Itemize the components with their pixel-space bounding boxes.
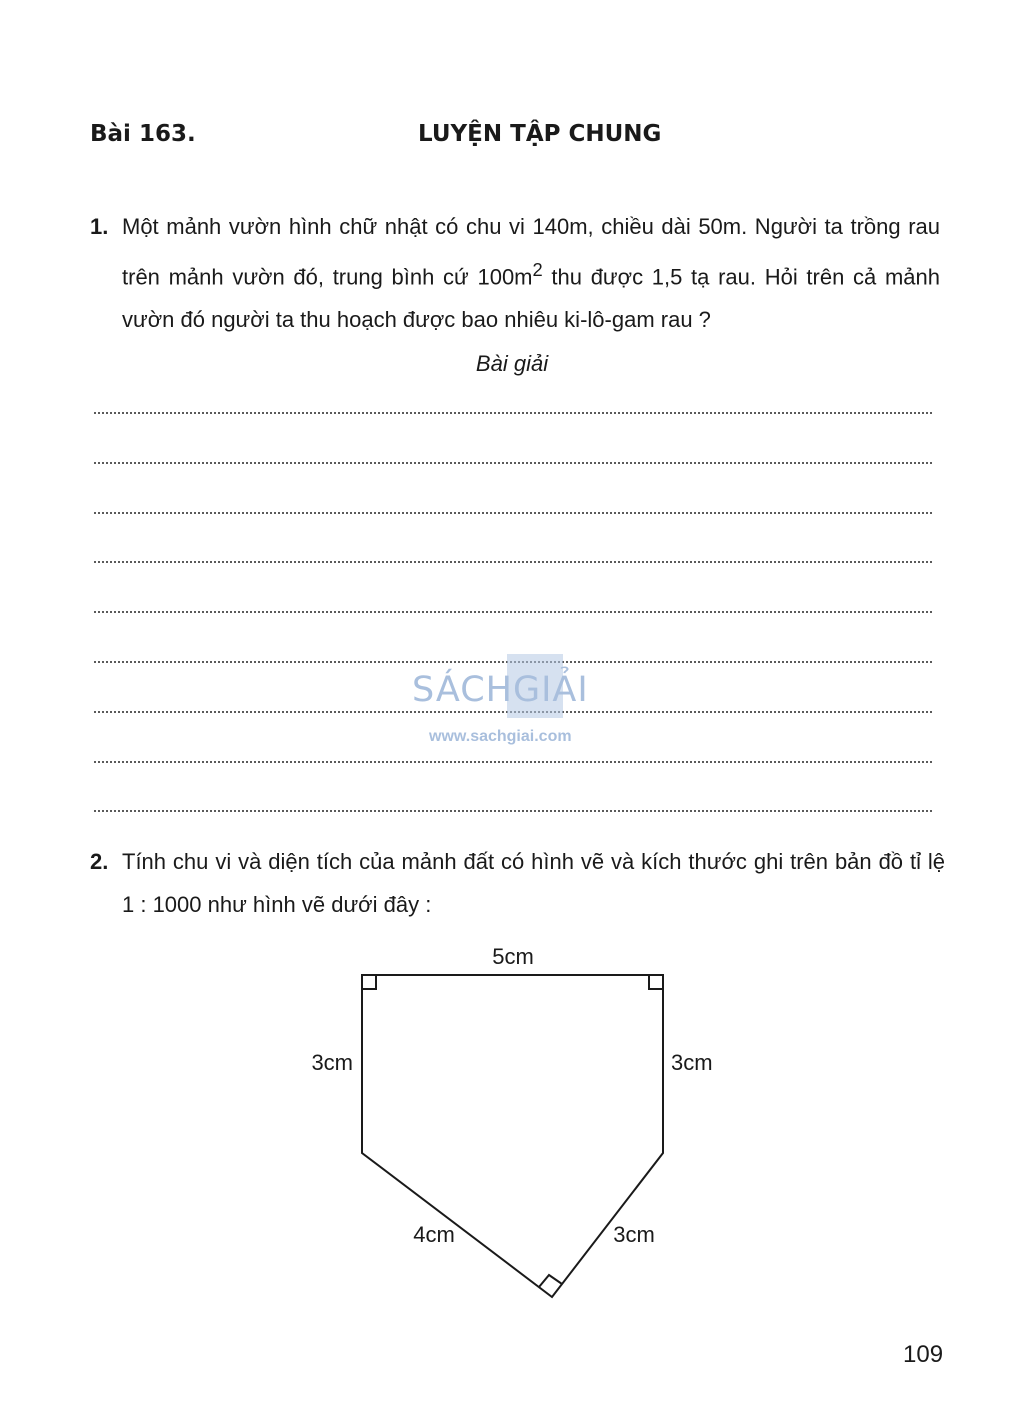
watermark-logo: [400, 650, 630, 750]
lesson-title: LUYỆN TẬP CHUNG: [418, 121, 662, 147]
pentagon-shape: [362, 975, 663, 1297]
answer-line: [94, 761, 932, 763]
right-angle-marker-bottom: [539, 1275, 562, 1287]
answer-line: [94, 462, 932, 464]
exercise-1-text: [122, 205, 940, 341]
answer-line: [94, 412, 932, 414]
watermark-brand: SÁCHGIẢI: [412, 670, 589, 710]
pentagon-figure: [280, 930, 740, 1305]
pentagon-svg: [280, 930, 740, 1300]
answer-line: [94, 512, 932, 514]
exercise-2: [90, 840, 945, 926]
label-top: 5cm: [492, 944, 534, 969]
watermark-url: www.sachgiai.com: [429, 728, 572, 745]
exercise-2-text: Tính chu vi và diện tích của mảnh đất có hình vẽ và kích thước ghi trên bản đồ tỉ lệ 1 : 1000 như hình vẽ dưới đây :: [122, 849, 945, 917]
answer-line: [94, 561, 932, 563]
exercise-1-text-part-1: Một mảnh vườn hình chữ nhật có chu vi 140m, chiều dài 50m. Người ta trồng rau trên mảnh vườn đó, trung bình cứ 100m: [122, 214, 940, 290]
right-angle-marker-top-left: [362, 975, 376, 989]
label-right: 3cm: [671, 1050, 713, 1075]
exercise-1-number: 1.: [90, 214, 109, 239]
label-left: 3cm: [311, 1050, 353, 1075]
exercise-1: [90, 205, 940, 341]
lesson-number: Bài 163.: [90, 121, 196, 147]
exercise-1-superscript: 2: [532, 259, 543, 280]
answer-lines: [94, 412, 932, 860]
right-angle-marker-top-right: [649, 975, 663, 989]
label-bottom-right: 3cm: [613, 1222, 655, 1247]
page-number: 109: [903, 1341, 944, 1368]
answer-line: [94, 611, 932, 613]
exercise-1-text-part-2: thu được 1,5 tạ rau. Hỏi trên cả mảnh vườn đó người ta thu hoạch được bao nhiêu ki-lô-gam rau ?: [122, 264, 940, 333]
answer-line: [94, 810, 932, 812]
label-bottom-left: 4cm: [413, 1222, 455, 1247]
exercise-2-number: 2.: [90, 849, 109, 874]
solution-heading: Bài giải: [475, 351, 549, 376]
